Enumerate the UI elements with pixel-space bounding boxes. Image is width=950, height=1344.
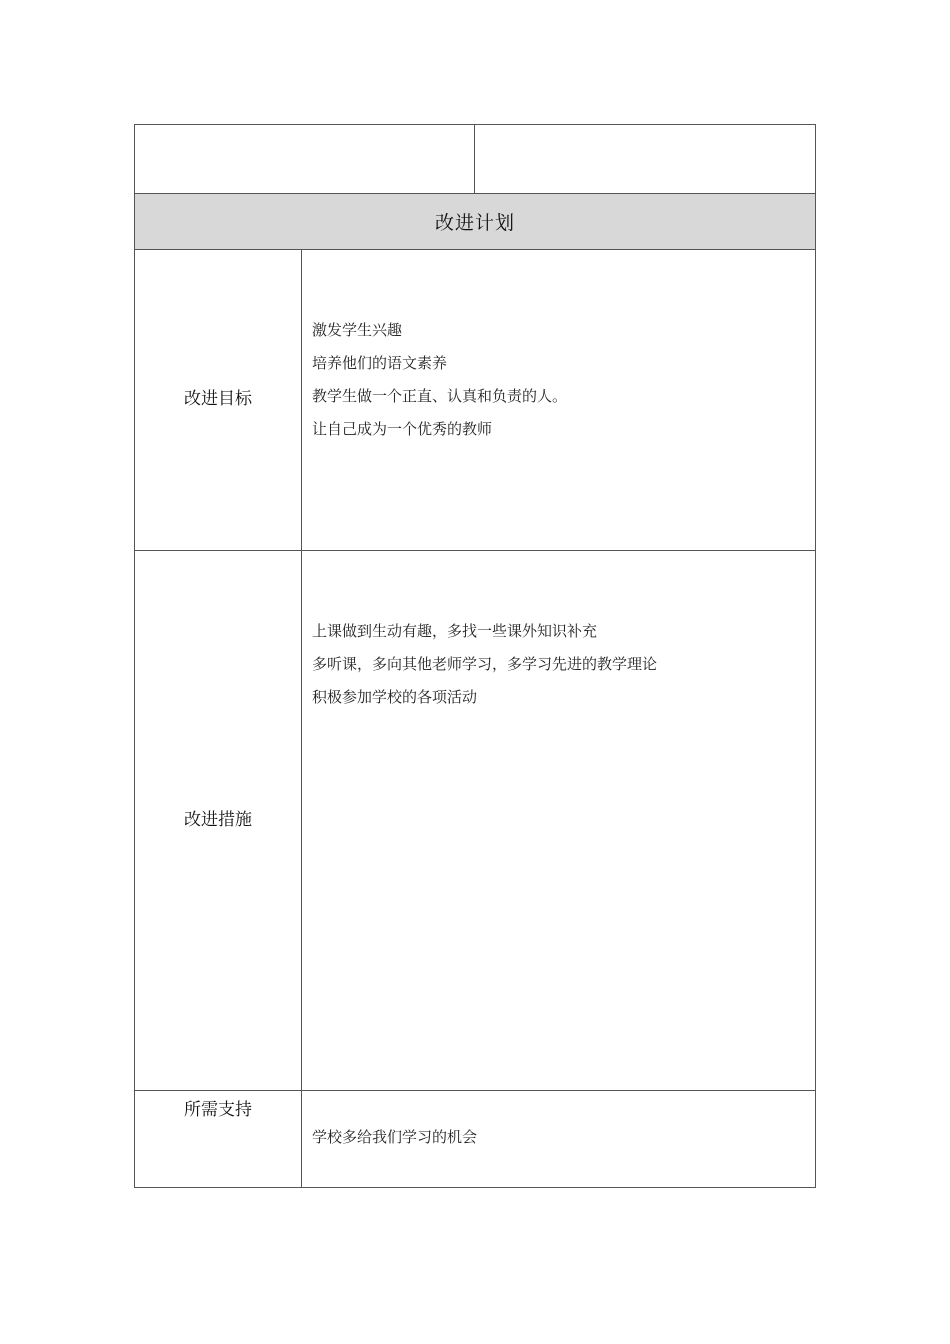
- goal-item: 教学生做一个正直、认真和负责的人。: [312, 387, 568, 405]
- support-label: 所需支持: [184, 1100, 252, 1120]
- measure-item: 积极参加学校的各项活动: [312, 688, 478, 706]
- measures-list: [312, 615, 657, 714]
- measure-item: 上课做到生动有趣，多找一些课外知识补充: [312, 622, 598, 640]
- blank-cell-right: [475, 125, 815, 193]
- goals-content-cell: [302, 250, 815, 550]
- support-row: [135, 1091, 815, 1187]
- plan-title: 改进计划: [434, 212, 515, 234]
- goal-item: 激发学生兴趣: [312, 321, 403, 339]
- improvement-plan-table: [134, 124, 816, 1188]
- measures-label-cell: [135, 551, 302, 1090]
- goals-row: [135, 250, 815, 551]
- support-label-cell: [135, 1091, 302, 1187]
- support-item: 学校多给我们学习的机会: [312, 1128, 478, 1146]
- blank-cell-left: [135, 125, 475, 193]
- support-list: [312, 1121, 477, 1154]
- plan-header-row: [135, 194, 815, 250]
- goal-item: 培养他们的语文素养: [312, 354, 448, 372]
- support-content-cell: [302, 1091, 815, 1187]
- goals-label: 改进目标: [184, 389, 252, 409]
- measures-content-cell: [302, 551, 815, 1090]
- measures-row: [135, 551, 815, 1091]
- goal-item: 让自己成为一个优秀的教师: [312, 420, 493, 438]
- goals-label-cell: [135, 250, 302, 550]
- blank-top-row: [135, 125, 815, 194]
- measures-label: 改进措施: [184, 810, 252, 830]
- goals-list: [312, 314, 567, 446]
- measure-item: 多听课，多向其他老师学习，多学习先进的教学理论: [312, 655, 658, 673]
